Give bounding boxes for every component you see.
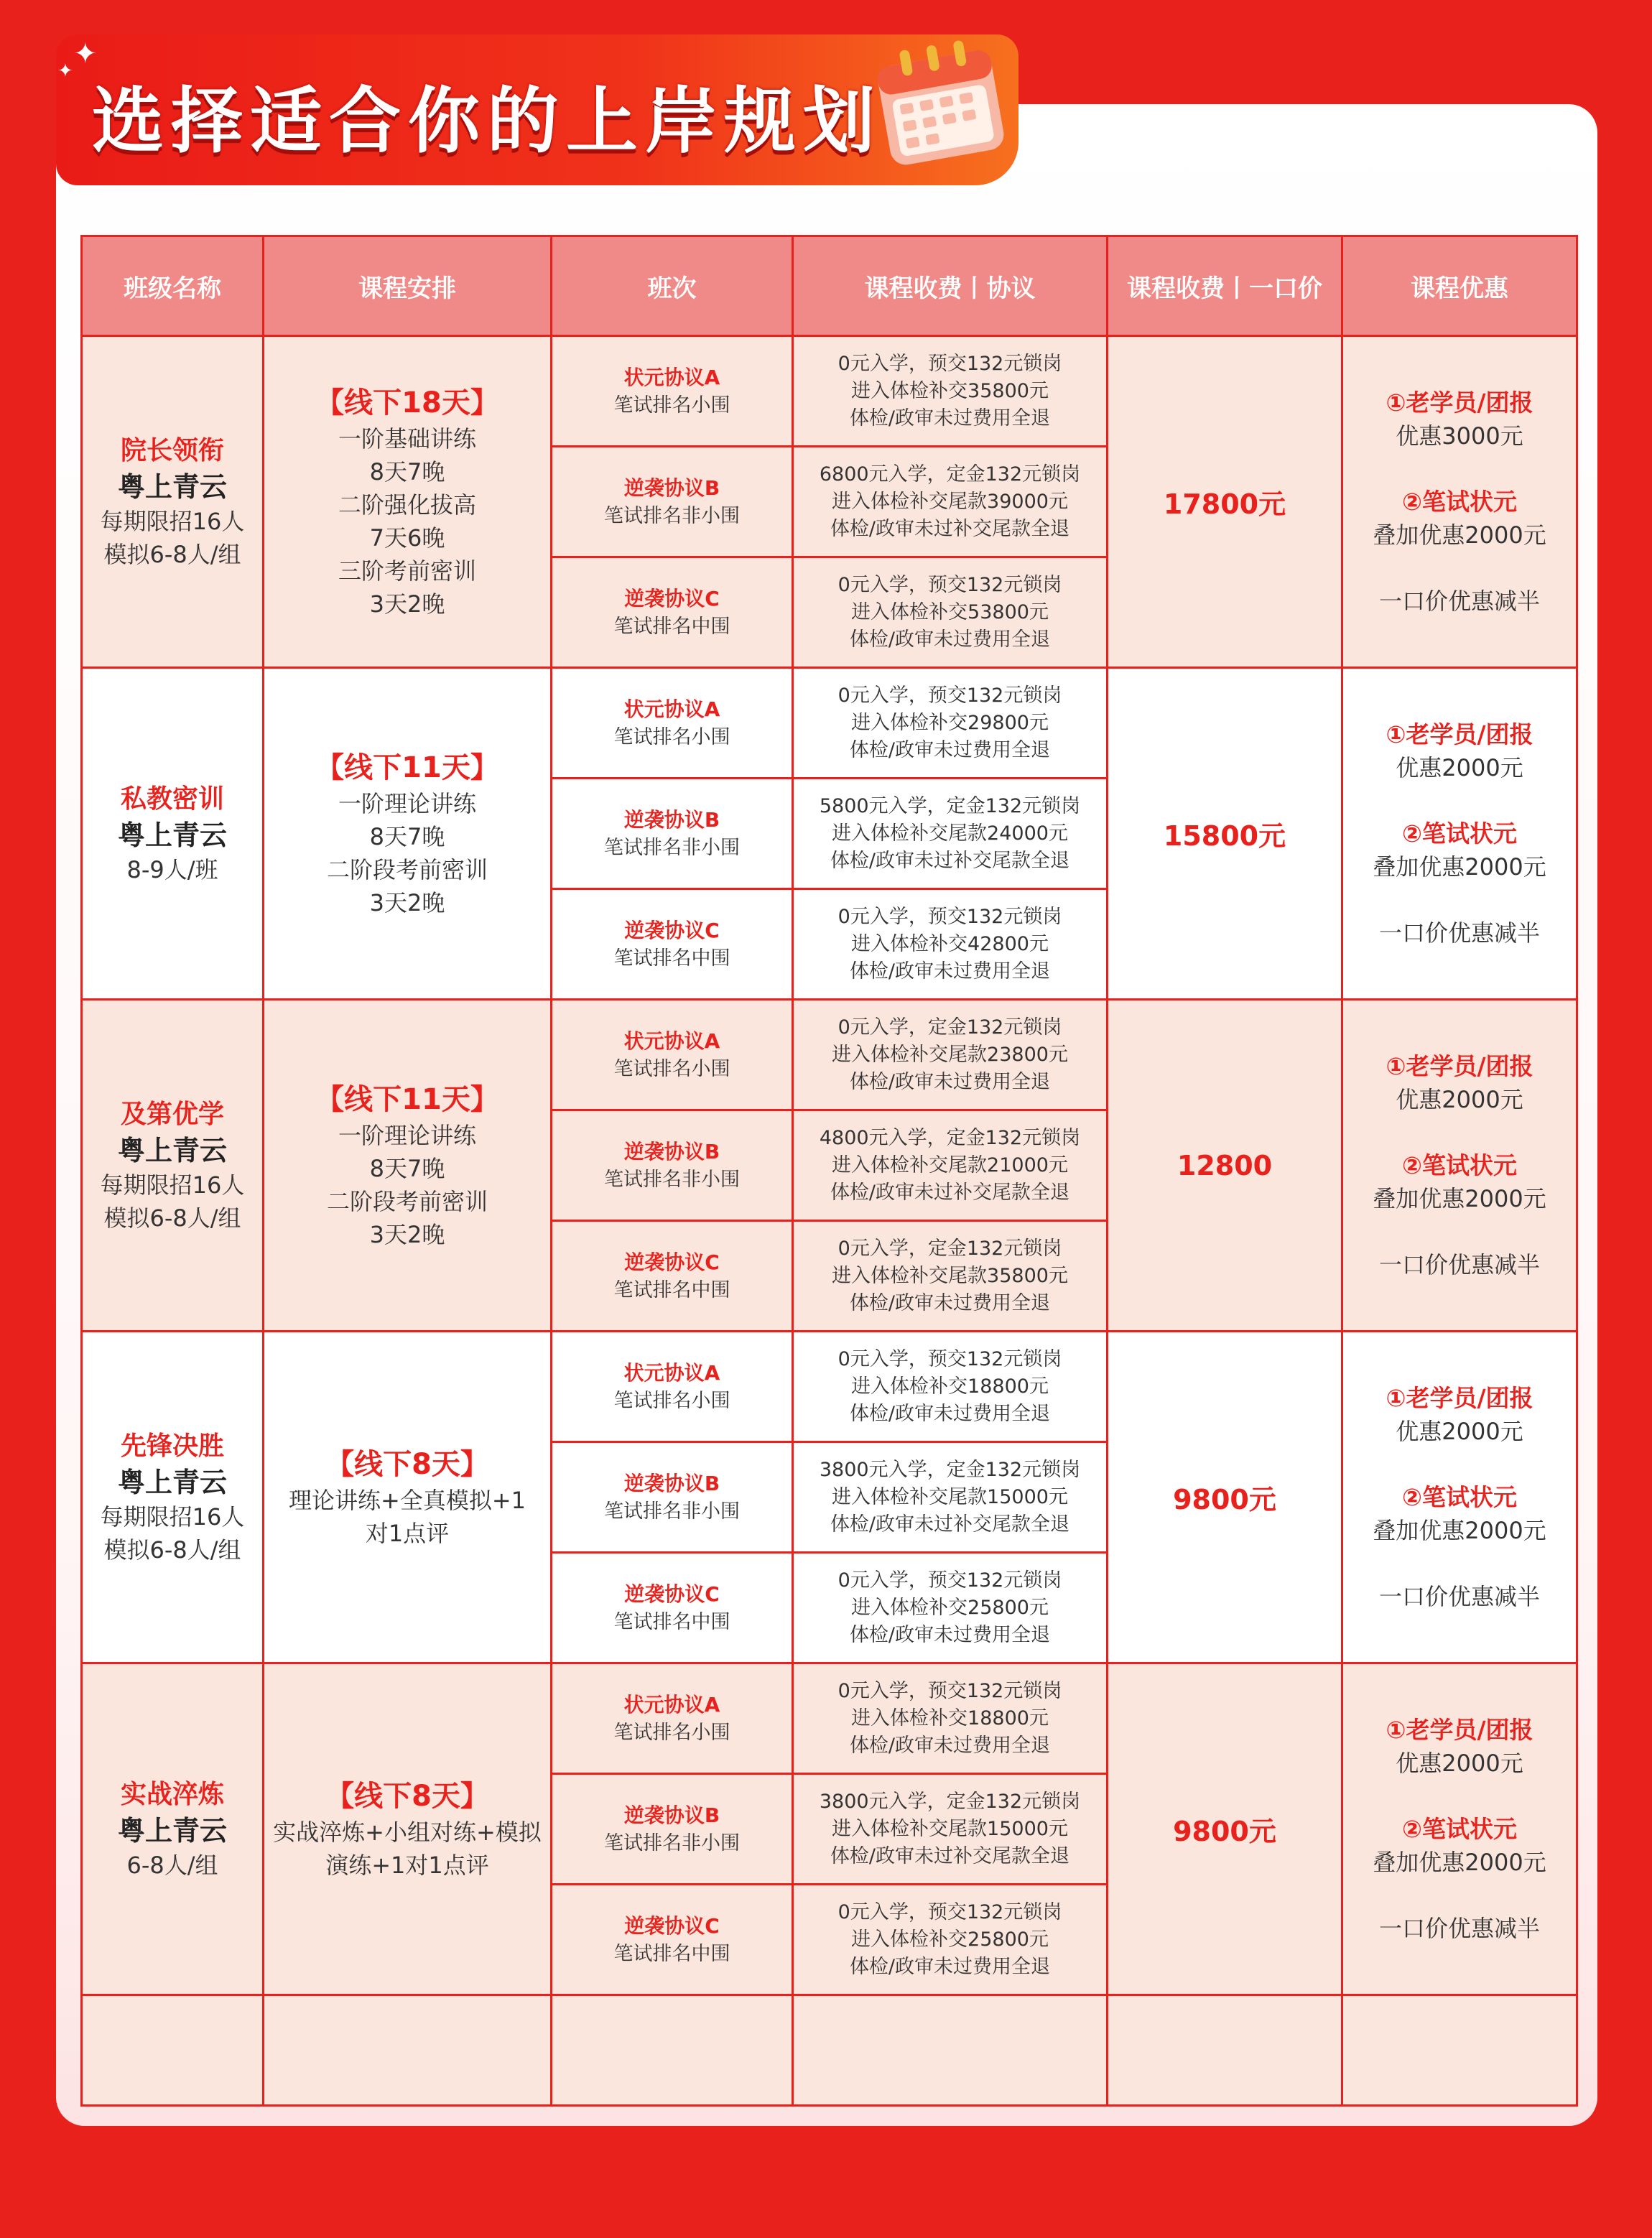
fee-line: 体检/政审未过补交尾款全退 [830, 849, 1070, 872]
discount-detail: 一口价优惠减半 [1378, 1582, 1540, 1610]
fee-cell [793, 336, 1108, 447]
price-cell [1108, 336, 1342, 668]
discount-detail: 一口价优惠减半 [1378, 1914, 1540, 1942]
tier-cell [552, 336, 793, 447]
discount-cell [1342, 668, 1577, 1000]
schedule-line: 3天2晚 [369, 888, 445, 916]
fee-line: 进入体检补交29800元 [851, 711, 1049, 734]
tier-condition: 笔试排名非小围 [604, 836, 740, 859]
sparkle-icon: ✦ [73, 37, 98, 70]
price-cell [1108, 1663, 1342, 1995]
fee-line: 体检/政审未过费用全退 [849, 1623, 1051, 1646]
fee-line: 0元入学，预交132元锁岗 [837, 573, 1062, 596]
fee-line: 进入体检补交尾款23800元 [832, 1043, 1068, 1066]
fee-line: 进入体检补交尾款39000元 [832, 490, 1068, 513]
tier-condition: 笔试排名中围 [613, 615, 730, 638]
discount-title: ①老学员/团报 [1386, 1715, 1533, 1744]
schedule-line: 对1点评 [365, 1519, 450, 1547]
class-name: 院长领衔 [120, 435, 224, 465]
tier-cell [552, 1885, 793, 1995]
schedule-line: 一阶基础讲练 [338, 424, 476, 452]
discount-detail: 优惠2000元 [1396, 1085, 1523, 1113]
class-note: 模拟6-8人/组 [103, 1536, 241, 1564]
fee-line: 进入体检补交42800元 [851, 932, 1049, 955]
fee-line: 体检/政审未过补交尾款全退 [830, 517, 1070, 540]
tier-name: 状元协议A [623, 1029, 720, 1053]
fee-line: 体检/政审未过补交尾款全退 [830, 1844, 1070, 1867]
tier-condition: 笔试排名非小围 [604, 1500, 740, 1523]
fee-line: 0元入学，预交132元锁岗 [837, 352, 1062, 375]
class-name: 及第优学 [120, 1099, 224, 1129]
discount-cell [1342, 1663, 1577, 1995]
class-brand: 粤上青云 [117, 1134, 227, 1166]
tier-cell [552, 1000, 793, 1110]
schedule-heading: 【线下8天】 [325, 1779, 489, 1813]
fee-line: 0元入学，预交132元锁岗 [837, 684, 1062, 707]
fee-line: 5800元入学，定金132元锁岗 [819, 794, 1081, 817]
schedule-line: 演练+1对1点评 [325, 1851, 489, 1879]
tier-name: 状元协议A [623, 365, 720, 389]
class-name: 实战淬炼 [120, 1779, 224, 1809]
header-class-name: 班级名称 [82, 236, 264, 336]
tier-name: 逆袭协议C [624, 1582, 720, 1606]
schedule-heading: 【线下11天】 [315, 751, 499, 784]
schedule-cell [264, 1000, 552, 1332]
discount-detail: 一口价优惠减半 [1378, 1250, 1540, 1278]
fee-line: 进入体检补交尾款35800元 [832, 1264, 1068, 1287]
discount-cell [1342, 1000, 1577, 1332]
header-fee-fixed: 课程收费丨一口价 [1108, 236, 1342, 336]
schedule-line: 3天2晚 [369, 590, 445, 618]
class-note: 每期限招16人 [100, 507, 245, 535]
tier-name: 逆袭协议B [623, 1803, 720, 1827]
fee-line: 体检/政审未过费用全退 [849, 628, 1051, 651]
header-tier: 班次 [552, 236, 793, 336]
class-brand: 粤上青云 [117, 819, 227, 851]
schedule-heading: 【线下18天】 [315, 386, 499, 419]
discount-title: ②笔试状元 [1402, 819, 1517, 848]
tier-name: 逆袭协议C [624, 918, 720, 942]
class-note: 每期限招16人 [100, 1503, 245, 1531]
tier-cell [552, 1553, 793, 1663]
class-note: 每期限招16人 [100, 1171, 245, 1199]
class-note: 6-8人/组 [126, 1851, 218, 1879]
schedule-line: 理论讲练+全真模拟+1 [289, 1486, 526, 1514]
table-row [82, 336, 1577, 447]
schedule-heading: 【线下11天】 [315, 1082, 499, 1116]
header-fee-agreement: 课程收费丨协议 [793, 236, 1108, 336]
fee-line: 3800元入学，定金132元锁岗 [819, 1790, 1081, 1813]
discount-detail: 叠加优惠2000元 [1373, 521, 1546, 549]
schedule-line: 7天6晚 [369, 524, 445, 552]
fee-cell [793, 1774, 1108, 1885]
discount-title: ②笔试状元 [1402, 1151, 1517, 1179]
fee-cell [793, 557, 1108, 668]
tier-condition: 笔试排名非小围 [604, 1831, 740, 1854]
fee-cell [793, 668, 1108, 779]
class-name-cell [82, 336, 264, 668]
tier-name: 状元协议A [623, 1692, 720, 1717]
tier-cell [552, 1110, 793, 1221]
discount-title: ①老学员/团报 [1386, 1383, 1533, 1412]
discount-cell [1342, 336, 1577, 668]
fee-line: 进入体检补交53800元 [851, 600, 1049, 623]
fee-cell [793, 1885, 1108, 1995]
table-bottom-edge [82, 1995, 1577, 2106]
fee-line: 6800元入学，定金132元锁岗 [819, 463, 1081, 486]
schedule-line: 实战淬炼+小组对练+模拟 [273, 1818, 542, 1846]
fee-line: 进入体检补交35800元 [851, 379, 1049, 402]
discount-cell [1342, 1332, 1577, 1663]
fee-line: 0元入学，预交132元锁岗 [837, 1679, 1062, 1702]
tier-condition: 笔试排名小围 [613, 1389, 730, 1412]
fee-line: 0元入学，预交132元锁岗 [837, 905, 1062, 928]
pricing-table [80, 235, 1578, 2107]
tier-condition: 笔试排名中围 [613, 1278, 730, 1301]
discount-title: ②笔试状元 [1402, 1482, 1517, 1511]
fee-line: 进入体检补交18800元 [851, 1375, 1049, 1398]
discount-detail: 叠加优惠2000元 [1373, 1184, 1546, 1212]
discount-detail: 优惠2000元 [1396, 753, 1523, 781]
fee-line: 体检/政审未过费用全退 [849, 407, 1051, 430]
discount-detail: 叠加优惠2000元 [1373, 853, 1546, 881]
tier-cell [552, 779, 793, 889]
fee-line: 进入体检补交25800元 [851, 1928, 1049, 1951]
schedule-line: 二阶强化拔高 [338, 491, 476, 519]
tier-name: 逆袭协议C [624, 1250, 720, 1274]
discount-detail: 优惠2000元 [1396, 1749, 1523, 1777]
price-cell [1108, 668, 1342, 1000]
tier-cell [552, 1663, 793, 1774]
class-brand: 粤上青云 [117, 470, 227, 503]
table-row [82, 1663, 1577, 1774]
fee-cell [793, 1000, 1108, 1110]
fee-line: 体检/政审未过费用全退 [849, 1070, 1051, 1093]
discount-title: ①老学员/团报 [1386, 720, 1533, 748]
tier-condition: 笔试排名小围 [613, 1057, 730, 1080]
tier-condition: 笔试排名小围 [613, 394, 730, 417]
schedule-line: 一阶理论讲练 [338, 789, 476, 817]
table-row [82, 668, 1577, 779]
fixed-price: 9800元 [1173, 1816, 1276, 1847]
discount-detail: 一口价优惠减半 [1378, 919, 1540, 947]
fee-line: 进入体检补交尾款15000元 [832, 1485, 1068, 1508]
fee-line: 4800元入学，定金132元锁岗 [819, 1126, 1081, 1149]
class-name-cell [82, 668, 264, 1000]
tier-cell [552, 557, 793, 668]
table-row [82, 1332, 1577, 1442]
fee-cell [793, 889, 1108, 1000]
schedule-line: 8天7晚 [369, 822, 445, 850]
fee-cell [793, 1221, 1108, 1332]
fee-cell [793, 1442, 1108, 1553]
class-name: 私教密训 [120, 784, 224, 814]
tier-name: 逆袭协议C [624, 586, 720, 610]
table-row [82, 1000, 1577, 1110]
class-note: 模拟6-8人/组 [103, 1204, 241, 1232]
discount-title: ②笔试状元 [1402, 487, 1517, 516]
schedule-line: 二阶段考前密训 [326, 1187, 488, 1215]
schedule-cell [264, 1663, 552, 1995]
fee-line: 进入体检补交25800元 [851, 1596, 1049, 1619]
tier-condition: 笔试排名中围 [613, 1610, 730, 1633]
fee-line: 体检/政审未过费用全退 [849, 1734, 1051, 1757]
schedule-line: 3天2晚 [369, 1220, 445, 1248]
schedule-cell [264, 336, 552, 668]
price-cell [1108, 1332, 1342, 1663]
tier-name: 逆袭协议C [624, 1913, 720, 1938]
fee-line: 0元入学，定金132元锁岗 [837, 1016, 1062, 1039]
class-name: 先锋决胜 [120, 1431, 224, 1461]
fixed-price: 12800 [1177, 1149, 1273, 1181]
discount-detail: 优惠3000元 [1396, 422, 1523, 450]
fee-line: 0元入学，预交132元锁岗 [837, 1569, 1062, 1592]
tier-condition: 笔试排名非小围 [604, 504, 740, 527]
discount-title: ①老学员/团报 [1386, 1051, 1533, 1080]
discount-detail: 叠加优惠2000元 [1373, 1516, 1546, 1544]
tier-condition: 笔试排名小围 [613, 725, 730, 748]
fee-line: 进入体检补交尾款21000元 [832, 1153, 1068, 1176]
fee-line: 体检/政审未过费用全退 [849, 960, 1051, 983]
tier-cell [552, 1221, 793, 1332]
class-brand: 粤上青云 [117, 1466, 227, 1498]
fee-line: 体检/政审未过补交尾款全退 [830, 1513, 1070, 1536]
schedule-line: 二阶段考前密训 [326, 855, 488, 883]
tier-name: 逆袭协议B [623, 807, 720, 832]
tier-cell [552, 1774, 793, 1885]
schedule-line: 一阶理论讲练 [338, 1121, 476, 1149]
fixed-price: 17800元 [1163, 488, 1286, 520]
discount-detail: 优惠2000元 [1396, 1417, 1523, 1445]
discount-detail: 叠加优惠2000元 [1373, 1848, 1546, 1876]
fixed-price: 15800元 [1163, 820, 1286, 852]
tier-cell [552, 889, 793, 1000]
fee-cell [793, 1553, 1108, 1663]
price-cell [1108, 1000, 1342, 1332]
schedule-cell [264, 1332, 552, 1663]
fee-line: 体检/政审未过费用全退 [849, 1402, 1051, 1425]
tier-name: 逆袭协议B [623, 475, 720, 500]
fee-cell [793, 447, 1108, 557]
class-name-cell [82, 1663, 264, 1995]
fee-line: 0元入学，定金132元锁岗 [837, 1237, 1062, 1260]
tier-cell [552, 1442, 793, 1553]
sparkle-icon: ✦ [57, 60, 73, 82]
tier-name: 逆袭协议B [623, 1471, 720, 1495]
discount-detail: 一口价优惠减半 [1378, 587, 1540, 615]
header-discount: 课程优惠 [1342, 236, 1577, 336]
header-schedule: 课程安排 [264, 236, 552, 336]
schedule-line: 8天7晚 [369, 1154, 445, 1182]
fee-line: 体检/政审未过费用全退 [849, 738, 1051, 761]
tier-name: 状元协议A [623, 697, 720, 721]
fee-cell [793, 1332, 1108, 1442]
class-brand: 粤上青云 [117, 1814, 227, 1847]
fee-line: 3800元入学，定金132元锁岗 [819, 1458, 1081, 1481]
discount-title: ①老学员/团报 [1386, 388, 1533, 417]
fee-line: 0元入学，预交132元锁岗 [837, 1900, 1062, 1923]
fee-line: 体检/政审未过补交尾款全退 [830, 1181, 1070, 1204]
schedule-cell [264, 668, 552, 1000]
schedule-heading: 【线下8天】 [325, 1447, 489, 1481]
fee-cell [793, 1110, 1108, 1221]
tier-name: 逆袭协议B [623, 1139, 720, 1164]
schedule-line: 三阶考前密训 [338, 557, 476, 585]
tier-condition: 笔试排名非小围 [604, 1168, 740, 1191]
fee-line: 进入体检补交18800元 [851, 1707, 1049, 1729]
tier-name: 状元协议A [623, 1360, 720, 1385]
fee-line: 体检/政审未过费用全退 [849, 1955, 1051, 1978]
fee-line: 进入体检补交尾款24000元 [832, 822, 1068, 845]
fee-line: 体检/政审未过费用全退 [849, 1291, 1051, 1314]
fixed-price: 9800元 [1173, 1484, 1276, 1515]
schedule-line: 8天7晚 [369, 458, 445, 486]
tier-condition: 笔试排名中围 [613, 1942, 730, 1965]
class-note: 模拟6-8人/组 [103, 540, 241, 568]
tier-cell [552, 447, 793, 557]
calendar-icon [862, 29, 1020, 172]
table-header-row [82, 236, 1577, 336]
discount-title: ②笔试状元 [1402, 1814, 1517, 1843]
tier-cell [552, 668, 793, 779]
tier-condition: 笔试排名中围 [613, 947, 730, 970]
fee-cell [793, 779, 1108, 889]
class-name-cell [82, 1332, 264, 1663]
fee-line: 0元入学，预交132元锁岗 [837, 1347, 1062, 1370]
class-name-cell [82, 1000, 264, 1332]
fee-cell [793, 1663, 1108, 1774]
fee-line: 进入体检补交尾款15000元 [832, 1817, 1068, 1840]
page-title: 选择适合你的上岸规划 [92, 79, 882, 163]
tier-condition: 笔试排名小围 [613, 1721, 730, 1744]
tier-cell [552, 1332, 793, 1442]
class-note: 8-9人/班 [126, 855, 218, 883]
